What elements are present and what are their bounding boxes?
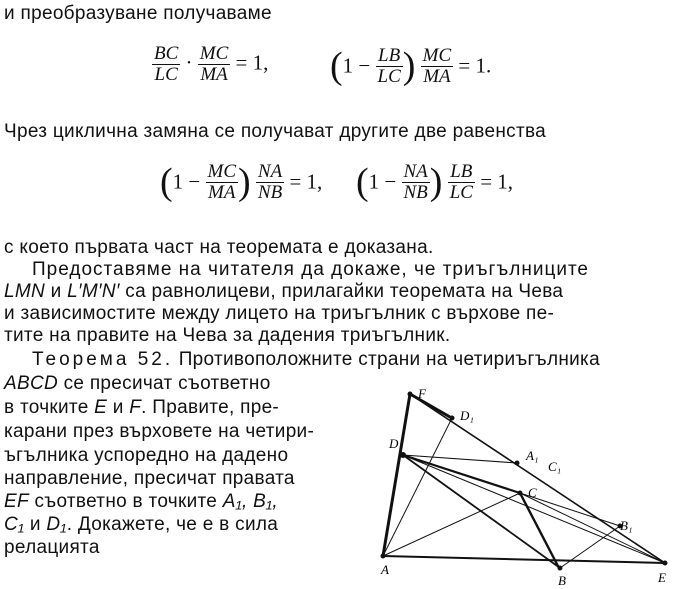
line-fa [383,394,410,556]
text-line-7: тите на правите на Чева за дадения триъгълник. [4,325,451,346]
text-line-16: релацията [4,537,100,558]
line-fd-thick [410,394,450,417]
fraction-mc-ma: $\frac{MC}{MA}$ [199,43,229,85]
text-line-14: EF съответно в точките A₁, B₁, [4,491,279,512]
text-line-11: карани през върховете на четири- [4,421,315,442]
line-e-d [403,455,665,563]
equation-3: (1 − $\frac{MC}{MA}$ ) $\frac{NA}{NB}$ = 1, [160,160,323,203]
label-c1: C₁ [548,459,562,474]
label-e: E [658,570,666,585]
fraction-lb-lc-2: $\frac{LB}{LC}$ [449,160,473,203]
text-line-9: ABCD се пресичат съответно [4,373,271,394]
label-b: B [558,573,566,588]
fraction-bc-lc: $\frac{BC}{LC}$ [154,43,179,85]
fraction-lb-lc: $\frac{LB}{LC}$ [377,44,401,87]
label-d: D [389,436,399,451]
line-db [403,455,560,568]
line-dc [403,455,520,493]
fraction-na-nb-2: $\frac{NA}{NB}$ [403,160,428,203]
text-line-13: направление, пресичат правата [4,468,295,489]
line-fe [410,394,665,563]
label-d1: D₁ [460,408,474,423]
text-line-12: ъгълника успоредно на дадено [4,445,289,466]
label-c: C [528,485,537,500]
text-line-5: LMN и L′M′N′ са равнолицеви, прилагайки теоремата на Чева [4,281,564,302]
equation-4: (1 − $\frac{NA}{NB}$ ) $\frac{LB}{LC}$ = 1, [356,160,514,203]
theorem-title-line: Теорема 52. Противоположните страни на четириъгълника [32,349,600,370]
text-line-10: в точките E и F. Правите, пре- [4,397,280,418]
line-ae [383,556,665,563]
label-f: F [418,386,426,401]
text-line-6: и зависимостите между лицето на триъгълник с върхове пе- [4,303,555,324]
fraction-mc-ma-3: $\frac{MC}{MA}$ [207,160,236,203]
label-a1: A₁ [526,448,539,463]
text-line-2: Чрез циклична замяна се получават другите две равенства [4,121,546,142]
label-b1: B₁ [620,518,633,533]
equation-2: (1 − $\frac{LB}{LC}$ ) $\frac{MC}{MA}$ = 1. [330,44,492,87]
fraction-na-nb: $\frac{NA}{NB}$ [257,160,283,203]
line-ce [520,493,665,563]
fraction-mc-ma-2: $\frac{MC}{MA}$ [422,44,452,87]
text-line-3: с което първата част на теоремата е доказана. [4,237,434,258]
text-line-1: и преобразуване получаваме [4,3,272,24]
label-a: A [381,562,389,577]
text-line-15: C₁ и D₁. Докажете, че е в сила [4,514,279,535]
equation-1: $\frac{BC}{LC}$ · $\frac{MC}{MA}$ = 1, [154,43,269,85]
text-line-4: Предоставяме на читателя да докаже, че триъгълниците [32,259,589,280]
theorem-number: Теорема 52. [32,349,174,370]
